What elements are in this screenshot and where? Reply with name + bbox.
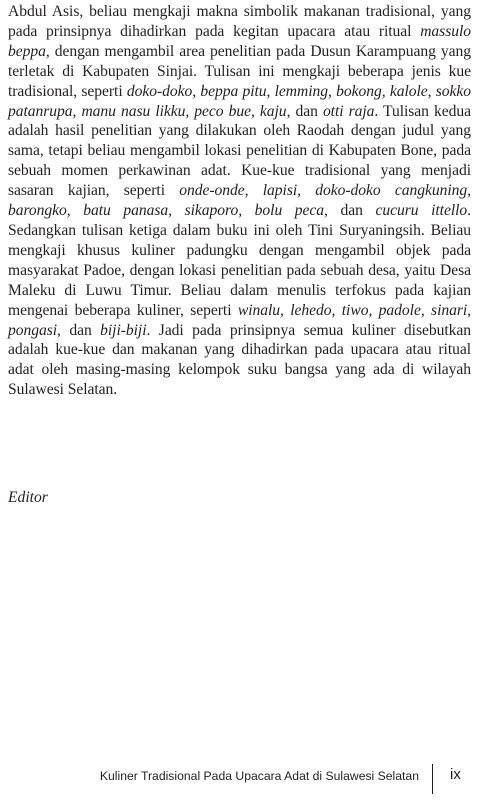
text-run: . Sedangkan tulisan ketiga dalam buku ini oleh Tini Suryaningsih. Beliau mengkaji khusus kuliner padungku dengan mengambil objek pada masyarakat Padoe, dengan lokasi penelitian pada sebuah desa, yaitu Desa Maleku di Luwu Timur. Beliau dalam menulis terfokus pada kajian mengenai beberapa kuliner, seperti [8,202,472,319]
italic-term: onde-onde, lapisi, doko-doko cangkuning, barongko, batu panasa, sikaporo, bolu peca [8,182,472,220]
body-paragraph [8,2,471,400]
text-run: , dan [286,102,323,120]
italic-term: winalu, lehedo, tiwo, padole, sinari, pongasi [8,301,471,339]
running-title: Kuliner Tradisional Pada Upacara Adat di Sulawesi Selatan [99,769,419,783]
italic-term: cucuru ittello [375,202,468,220]
text-run: , dan [324,202,376,220]
text-run: , dan [57,321,101,339]
text-run: . Tulisan kedua adalah hasil penelitian yang dilakukan oleh Raodah dengan judul yang sama, tetapi beliau mengambil lokasi penelitian di Kabupaten Bone, pada sebuah momen perkawinan adat. Kue-kue tradisional yang menjadi sasaran kajian, seperti [8,102,471,200]
footer-divider [432,764,433,794]
page-number: ix [450,766,461,783]
italic-term: massulo beppa [8,22,471,60]
italic-term: biji-biji [100,321,147,339]
italic-term: otti raja [322,102,375,120]
italic-term: doko-doko, beppa pitu, lemming, bokong, kalole, sokko patanrupa, manu nasu likku, peco bue, kaju [8,82,471,120]
page-footer [0,760,499,800]
text-run: Abdul Asis, beliau mengkaji makna simbolik makanan tradisional, yang pada prinsipnya dihadirkan pada kegitan upacara atau ritual [8,3,471,40]
text-run: , dengan mengambil area penelitian pada Dusun Karampuang yang terletak di Kabupaten Sinjai. Tulisan ini mengkaji beberapa jenis kue tradisional, seperti [8,42,471,100]
editor-signature: Editor [8,489,48,506]
text-run: . Jadi pada prinsipnya semua kuliner disebutkan adalah kue-kue dan makanan yang dihadirkan pada upacara atau ritual adat oleh masing-masing kelompok suku bangsa yang ada di wilayah Sulawesi Selatan. [8,321,471,399]
